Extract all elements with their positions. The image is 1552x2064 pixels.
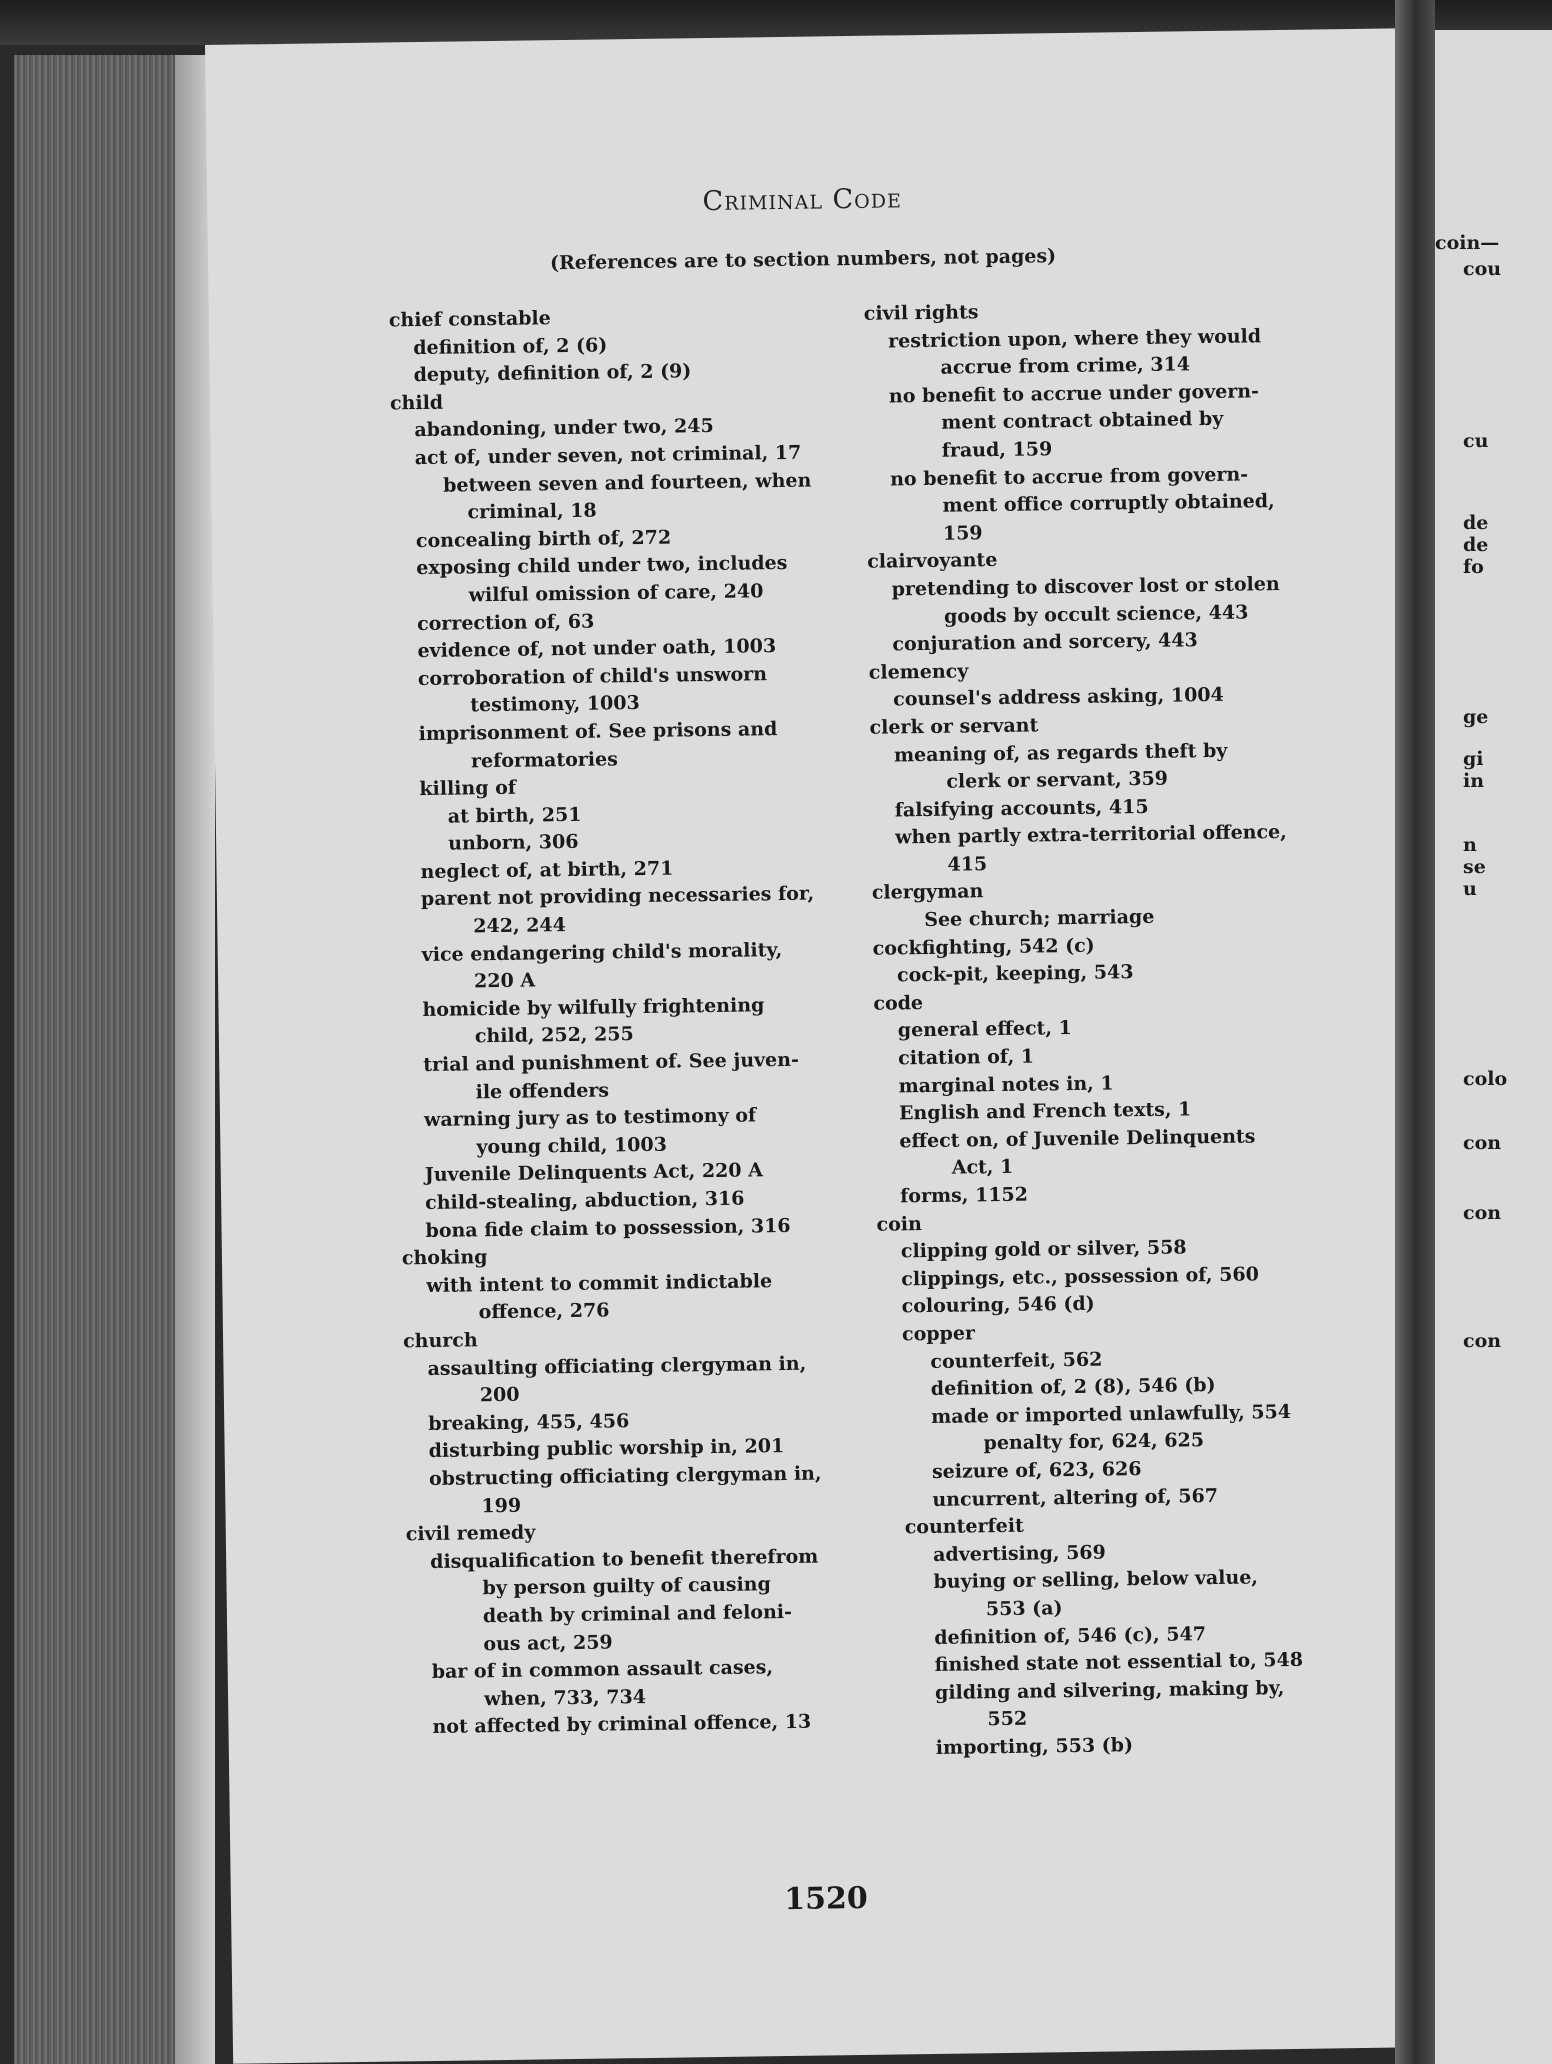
- index-entry: 220 A: [473, 969, 536, 993]
- index-entry: Act, 1: [951, 1156, 1014, 1180]
- index-entry: counterfeit, 562: [930, 1348, 1103, 1373]
- index-entry: exposing child under two, includes: [416, 552, 788, 580]
- index-entry: definition of, 2 (8), 546 (b): [930, 1374, 1216, 1401]
- index-entry: fraud, 159: [941, 438, 1053, 462]
- index-entry: parent not providing necessaries for,: [420, 883, 815, 911]
- index-entry: English and French texts, 1: [898, 1098, 1192, 1125]
- index-heading: clerk or servant: [869, 714, 1039, 739]
- index-entry: offence, 276: [478, 1299, 610, 1324]
- index-entry: advertising, 569: [932, 1541, 1106, 1566]
- index-entry: definition of, 546 (c), 547: [934, 1622, 1207, 1649]
- facing-page-text-fragment: coin—: [1435, 232, 1500, 254]
- index-entry: buying or selling, below value,: [933, 1566, 1259, 1594]
- facing-page-text-fragment: fo: [1463, 556, 1484, 578]
- index-entry: when, 733, 734: [483, 1685, 647, 1710]
- index-entry: meaning of, as regards theft by: [893, 739, 1228, 766]
- index-entry: disqualification to benefit therefrom: [430, 1545, 819, 1573]
- index-entry: bona fide claim to possession, 316: [425, 1214, 791, 1242]
- index-heading: clairvoyante: [867, 549, 998, 574]
- index-heading: cockfighting, 542 (c): [872, 934, 1095, 960]
- index-entry: by person guilty of causing: [482, 1573, 771, 1600]
- index-entry: 199: [481, 1494, 522, 1517]
- index-entry: general effect, 1: [897, 1017, 1072, 1042]
- index-entry: 159: [942, 521, 983, 545]
- index-entry: made or imported unlawfully, 554: [931, 1400, 1292, 1428]
- facing-page-text-fragment: cou: [1463, 258, 1502, 280]
- index-entry: criminal, 18: [467, 499, 597, 524]
- index-entry: imprisonment of. See prisons and: [418, 717, 778, 745]
- index-entry: warning jury as to testimony of: [423, 1104, 757, 1132]
- index-entry: 200: [479, 1383, 520, 1407]
- index-entry: testimony, 1003: [470, 692, 640, 717]
- index-entry: colouring, 546 (d): [901, 1293, 1095, 1318]
- index-heading: chief constable: [388, 307, 551, 332]
- index-entry: clerk or servant, 359: [946, 767, 1169, 793]
- index-entry: See church; marriage: [924, 905, 1155, 932]
- index-heading: coin: [876, 1212, 922, 1236]
- index-entry: ment contract obtained by: [941, 408, 1224, 435]
- index-entry: ous act, 259: [483, 1630, 613, 1655]
- index-entry: child, 252, 255: [474, 1023, 634, 1048]
- facing-page-text-fragment: con: [1463, 1132, 1502, 1154]
- index-entry: vice endangering child's morality,: [421, 938, 783, 966]
- index-entry: act of, under seven, not criminal, 17: [414, 441, 802, 470]
- index-entry: between seven and fourteen, when: [443, 469, 812, 497]
- facing-page-text-fragment: n: [1463, 834, 1477, 856]
- index-entry: neglect of, at birth, 271: [420, 857, 674, 883]
- index-entry: correction of, 63: [416, 610, 595, 635]
- facing-page-text-fragment: se: [1463, 856, 1486, 878]
- index-heading: civil rights: [863, 301, 979, 325]
- index-entry: 553 (a): [985, 1597, 1063, 1621]
- index-entry: assaulting officiating clergyman in,: [427, 1352, 807, 1380]
- index-entry: counterfeit: [904, 1514, 1024, 1539]
- index-entry: breaking, 455, 456: [428, 1409, 630, 1435]
- index-entry: effect on, of Juvenile Delinquents: [899, 1125, 1256, 1153]
- index-entry: with intent to commit indictable: [426, 1269, 773, 1297]
- index-heading: child: [389, 391, 444, 415]
- facing-page-text-fragment: con: [1463, 1330, 1502, 1352]
- index-entry: penalty for, 624, 625: [983, 1429, 1205, 1455]
- index-entry: clippings, etc., possession of, 560: [901, 1263, 1259, 1291]
- index-heading: church: [402, 1329, 478, 1353]
- index-entry: uncurrent, altering of, 567: [932, 1484, 1219, 1511]
- facing-page-text-fragment: gi: [1463, 748, 1484, 770]
- index-entry: clipping gold or silver, 558: [900, 1236, 1187, 1263]
- index-entry: trial and punishment of. See juven-: [423, 1048, 800, 1077]
- book-gutter: [1395, 0, 1435, 2064]
- index-entry: when partly extra-territorial offence,: [894, 821, 1287, 849]
- index-entry: wilful omission of care, 240: [468, 580, 764, 607]
- index-heading: civil remedy: [405, 1521, 536, 1546]
- index-entry: reformatories: [470, 747, 619, 772]
- index-entry: marginal notes in, 1: [898, 1072, 1114, 1098]
- index-heading: clergyman: [871, 880, 984, 905]
- index-entry: disturbing public worship in, 201: [428, 1435, 785, 1463]
- index-entry: 242, 244: [473, 914, 567, 938]
- index-page: [205, 28, 1423, 2063]
- page-number: 1520: [783, 1880, 868, 1918]
- index-entry: cock-pit, keeping, 543: [896, 961, 1134, 987]
- index-entry: no benefit to accrue from govern-: [889, 463, 1249, 491]
- index-entry: at birth, 251: [447, 803, 582, 828]
- index-entry: importing, 553 (b): [935, 1734, 1134, 1759]
- index-entry: falsifying accounts, 415: [894, 795, 1149, 822]
- index-entry: abandoning, under two, 245: [414, 415, 714, 442]
- index-entry: restriction upon, where they would: [888, 324, 1262, 353]
- index-entry: evidence of, not under oath, 1003: [417, 635, 777, 663]
- index-entry: goods by occult science, 443: [943, 601, 1249, 628]
- index-entry: death by criminal and feloni-: [482, 1600, 793, 1628]
- index-heading: clemency: [868, 660, 969, 684]
- index-entry: corroboration of child's unsworn: [417, 662, 768, 690]
- index-entry: finished state not essential to, 548: [934, 1648, 1304, 1677]
- facing-page-text-fragment: ge: [1463, 706, 1489, 728]
- index-entry: forms, 1152: [899, 1183, 1029, 1208]
- index-entry: homicide by wilfully frightening: [422, 994, 765, 1021]
- index-entry: conjuration and sorcery, 443: [892, 629, 1198, 656]
- index-entry: no benefit to accrue under govern-: [888, 380, 1260, 408]
- index-entry: definition of, 2 (6): [413, 334, 608, 359]
- index-entry: obstructing officiating clergyman in,: [428, 1462, 822, 1490]
- facing-page-text-fragment: de: [1463, 512, 1489, 534]
- facing-page-text-fragment: con: [1463, 1202, 1502, 1224]
- index-entry: unborn, 306: [448, 831, 579, 855]
- index-entry: bar of in common assault cases,: [431, 1656, 774, 1684]
- index-heading: code: [873, 991, 924, 1015]
- index-entry: counsel's address asking, 1004: [893, 684, 1224, 711]
- index-entry: seizure of, 623, 626: [931, 1458, 1142, 1483]
- left-index-column: [389, 301, 869, 1742]
- facing-page-fragment: [1435, 30, 1552, 2064]
- index-entry: copper: [901, 1322, 976, 1346]
- facing-page-text-fragment: colo: [1463, 1068, 1508, 1090]
- book-page-edges: [14, 55, 179, 2064]
- facing-page-text-fragment: de: [1463, 534, 1489, 556]
- index-entry: gilding and silvering, making by,: [934, 1676, 1285, 1704]
- index-entry: accrue from crime, 314: [940, 353, 1191, 379]
- index-entry: child-stealing, abduction, 316: [425, 1187, 745, 1215]
- page-title: Criminal Code: [702, 183, 903, 218]
- index-entry: young child, 1003: [476, 1133, 668, 1159]
- index-entry: 552: [987, 1707, 1028, 1731]
- facing-page-text-fragment: u: [1463, 878, 1477, 900]
- index-entry: Juvenile Delinquents Act, 220 A: [424, 1159, 764, 1187]
- index-entry: concealing birth of, 272: [415, 526, 672, 552]
- index-entry: 415: [947, 853, 988, 876]
- index-entry: killing of: [419, 776, 517, 801]
- right-index-column: [864, 294, 1344, 1763]
- index-heading: choking: [401, 1246, 488, 1270]
- facing-page-text-fragment: in: [1463, 770, 1485, 792]
- index-entry: ile offenders: [475, 1079, 610, 1103]
- index-entry: citation of, 1: [898, 1045, 1035, 1070]
- page-subtitle: (References are to section numbers, not pages): [549, 245, 1057, 275]
- facing-page-text-fragment: cu: [1463, 430, 1489, 452]
- index-entry: not affected by criminal offence, 13: [432, 1710, 812, 1739]
- index-entry: ment office corruptly obtained,: [942, 490, 1275, 517]
- index-entry: pretending to discover lost or stolen: [891, 572, 1280, 601]
- index-entry: deputy, definition of, 2 (9): [413, 360, 692, 387]
